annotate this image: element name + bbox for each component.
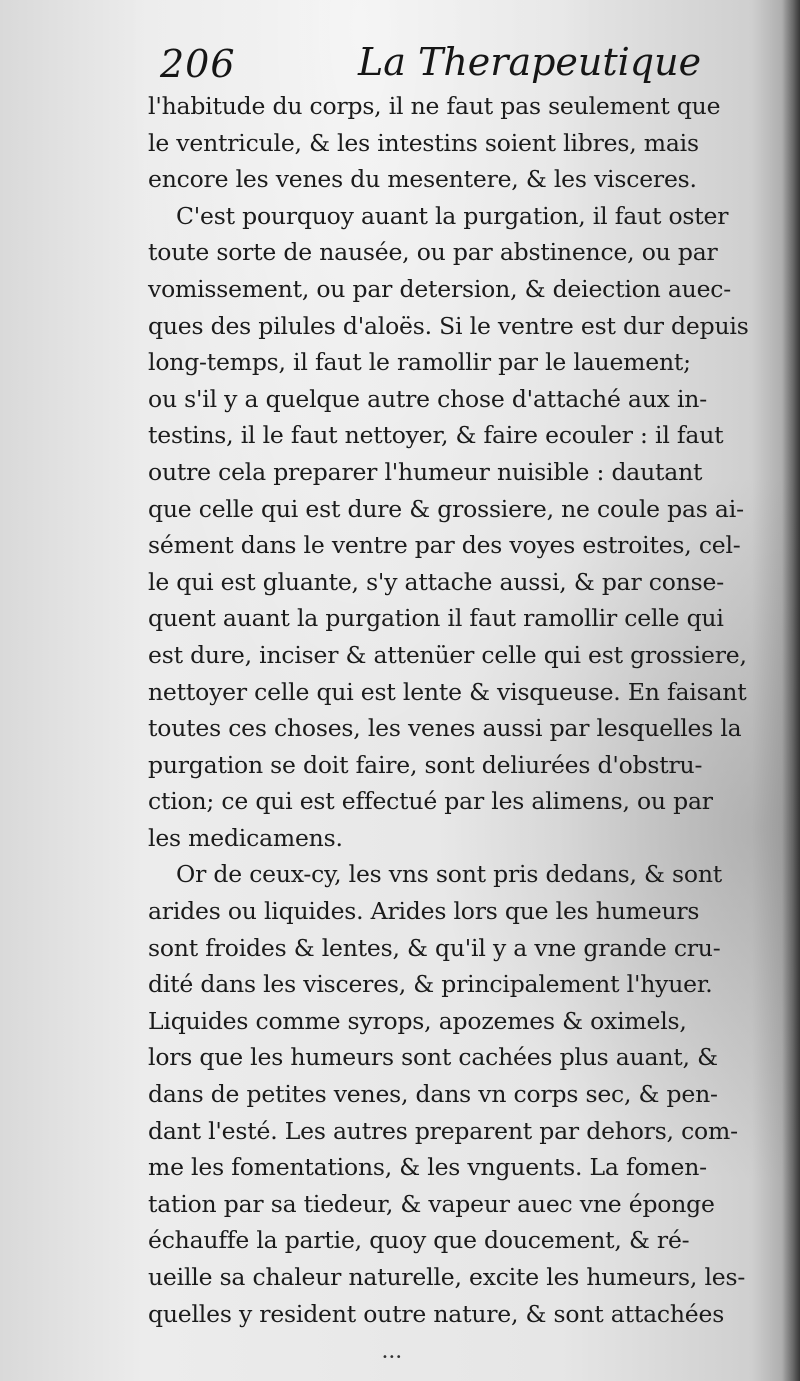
text-line: purgation se doit faire, sont deliurées d'obstru- (148, 750, 703, 779)
text-line: ueille sa chaleur naturelle, excite les humeurs, les- (148, 1263, 746, 1291)
text-line: nettoyer celle qui est lente & visqueuse. En faisant (148, 677, 747, 706)
text-line: ou s'il y a quelque autre chose d'attaché aux in- (148, 384, 707, 413)
running-title: La Therapeutique (358, 40, 702, 84)
text-line: sont froides & lentes, & qu'il y a vne grande cru- (148, 933, 721, 962)
text-line: long-temps, il faut le ramollir par le lauement; (148, 348, 691, 377)
text-line: tation par sa tiedeur, & vapeur auec vne éponge (148, 1189, 715, 1218)
printer-ornament: ••• (382, 1352, 403, 1363)
text-line: le ventricule, & les intestins soient libres, mais (148, 128, 699, 157)
text-line: me les fomentations, & les vnguents. La fomen- (148, 1153, 707, 1182)
text-line: outre cela preparer l'humeur nuisible : dautant (148, 457, 703, 486)
text-line: les medicamens. (148, 823, 343, 852)
text-line: testins, il le faut nettoyer, & faire ecouler : il faut (148, 421, 724, 450)
text-line: dant l'esté. Les autres preparent par dehors, com- (148, 1116, 738, 1145)
text-line: vomissement, ou par detersion, & deiection auec- (148, 274, 731, 303)
text-line: Or de ceux-cy, les vns sont pris dedans, & sont (176, 860, 723, 889)
text-line: dité dans les visceres, & principalement l'hyuer. (148, 970, 713, 999)
text-line: toute sorte de nausée, ou par abstinence, ou par (148, 238, 718, 267)
text-line: Liquides comme syrops, apozemes & oximels, (148, 1006, 687, 1035)
text-line: est dure, inciser & attenüer celle qui est grossiere, (148, 640, 747, 669)
text-line: que celle qui est dure & grossiere, ne coule pas ai- (148, 494, 744, 523)
text-line: sément dans le ventre par des voyes estroites, cel- (148, 531, 741, 560)
body-text (148, 88, 768, 1332)
text-line: dans de petites venes, dans vn corps sec, & pen- (148, 1080, 718, 1109)
text-line: toutes ces choses, les venes aussi par lesquelles la (148, 714, 742, 743)
text-line: échauffe la partie, quoy que doucement, & ré- (148, 1226, 690, 1255)
text-line: le qui est gluante, s'y attache aussi, & par conse- (148, 567, 724, 596)
page-edge-shadow (782, 0, 800, 1381)
page-number: 206 (160, 42, 236, 86)
page-header (160, 40, 760, 88)
text-line: l'habitude du corps, il ne faut pas seulement que (148, 92, 721, 120)
text-line: quelles y resident outre nature, & sont attachées (148, 1299, 725, 1328)
text-line: encore les venes du mesentere, & les visceres. (148, 165, 697, 194)
text-line: quent auant la purgation il faut ramollir celle qui (148, 604, 724, 633)
text-line: C'est pourquoy auant la purgation, il faut oster (176, 201, 729, 230)
text-line: ction; ce qui est effectué par les alimens, ou par (148, 787, 713, 816)
text-line: ques des pilules d'aloës. Si le ventre est dur depuis (148, 311, 749, 340)
text-line: lors que les humeurs sont cachées plus auant, & (148, 1043, 718, 1072)
text-line: arides ou liquides. Arides lors que les humeurs (148, 897, 700, 926)
